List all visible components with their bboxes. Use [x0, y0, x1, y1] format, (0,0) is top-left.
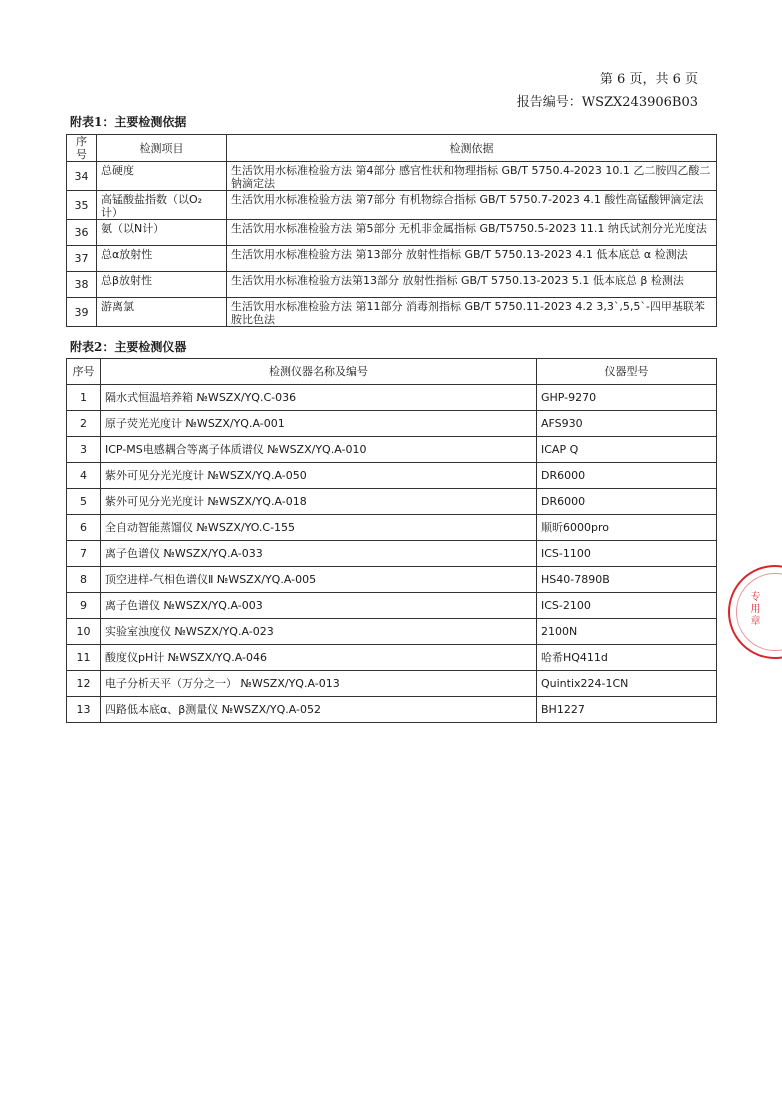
stamp-text: 专用章 [748, 591, 759, 627]
instrument-name: 酸度仪pH计 №WSZX/YQ.A-046 [101, 645, 537, 671]
instrument-model: HS40-7890B [537, 567, 717, 593]
test-basis: 生活饮用水标准检验方法 第4部分 感官性状和物理指标 GB/T 5750.4-2023 10.1 乙二胺四乙酸二钠滴定法 [227, 162, 717, 191]
test-basis: 生活饮用水标准检验方法第13部分 放射性指标 GB/T 5750.13-2023 5.1 低本底总 β 检测法 [227, 272, 717, 298]
page-header [517, 68, 698, 114]
instrument-model: DR6000 [537, 489, 717, 515]
row-number: 6 [67, 515, 101, 541]
table-row [67, 162, 717, 191]
table-row [67, 298, 717, 327]
table-header-row [67, 359, 717, 385]
row-number: 13 [67, 697, 101, 723]
test-basis: 生活饮用水标准检验方法 第7部分 有机物综合指标 GB/T 5750.7-2023 4.1 酸性高锰酸钾滴定法 [227, 191, 717, 220]
row-number: 4 [67, 463, 101, 489]
instrument-model: ICAP Q [537, 437, 717, 463]
test-basis: 生活饮用水标准检验方法 第5部分 无机非金属指标 GB/T5750.5-2023 11.1 纳氏试剂分光光度法 [227, 220, 717, 246]
row-number: 38 [67, 272, 97, 298]
table-row [67, 593, 717, 619]
instrument-table [66, 358, 717, 723]
table-row [67, 246, 717, 272]
table-row [67, 515, 717, 541]
instrument-name: 离子色谱仪 №WSZX/YQ.A-003 [101, 593, 537, 619]
table-row [67, 697, 717, 723]
instrument-name: 紫外可见分光光度计 №WSZX/YQ.A-018 [101, 489, 537, 515]
instrument-model: ICS-1100 [537, 541, 717, 567]
table2-title: 附表2：主要检测仪器 [70, 340, 187, 354]
table-row [67, 489, 717, 515]
row-number: 37 [67, 246, 97, 272]
row-number: 11 [67, 645, 101, 671]
instrument-name: 顶空进样-气相色谱仪Ⅱ №WSZX/YQ.A-005 [101, 567, 537, 593]
instrument-model: 2100N [537, 619, 717, 645]
table-row [67, 272, 717, 298]
test-basis: 生活饮用水标准检验方法 第11部分 消毒剂指标 GB/T 5750.11-2023 4.2 3,3`,5,5`-四甲基联苯胺比色法 [227, 298, 717, 327]
header-item: 检测项目 [97, 135, 227, 162]
row-number: 39 [67, 298, 97, 327]
test-item: 总硬度 [97, 162, 227, 191]
table-header-row [67, 135, 717, 162]
test-item: 高锰酸盐指数（以O₂ 计） [97, 191, 227, 220]
table-row [67, 220, 717, 246]
table-row [67, 411, 717, 437]
row-number: 34 [67, 162, 97, 191]
test-item: 游离氯 [97, 298, 227, 327]
instrument-model: GHP-9270 [537, 385, 717, 411]
instrument-model: 哈希HQ411d [537, 645, 717, 671]
instrument-name: ICP-MS电感耦合等离子体质谱仪 №WSZX/YQ.A-010 [101, 437, 537, 463]
row-number: 10 [67, 619, 101, 645]
instrument-model: BH1227 [537, 697, 717, 723]
header-no: 序号 [67, 135, 97, 162]
row-number: 9 [67, 593, 101, 619]
test-item: 氨（以N计） [97, 220, 227, 246]
table-row [67, 541, 717, 567]
report-number: 报告编号：WSZX243906B03 [516, 95, 698, 110]
instrument-name: 离子色谱仪 №WSZX/YQ.A-033 [101, 541, 537, 567]
row-number: 35 [67, 191, 97, 220]
header-model: 仪器型号 [537, 359, 717, 385]
instrument-model: ICS-2100 [537, 593, 717, 619]
page-info: 第 6 页，共 6 页 [599, 72, 698, 87]
row-number: 7 [67, 541, 101, 567]
table-row [67, 567, 717, 593]
table-row [67, 619, 717, 645]
row-number: 3 [67, 437, 101, 463]
instrument-model: Quintix224-1CN [537, 671, 717, 697]
row-number: 36 [67, 220, 97, 246]
header-no: 序号 [67, 359, 101, 385]
table-row [67, 385, 717, 411]
test-basis: 生活饮用水标准检验方法 第13部分 放射性指标 GB/T 5750.13-2023 4.1 低本底总 α 检测法 [227, 246, 717, 272]
instrument-name: 紫外可见分光光度计 №WSZX/YQ.A-050 [101, 463, 537, 489]
table-row [67, 191, 717, 220]
table-row [67, 463, 717, 489]
instrument-model: DR6000 [537, 463, 717, 489]
header-name: 检测仪器名称及编号 [101, 359, 537, 385]
instrument-name: 实验室浊度仪 №WSZX/YQ.A-023 [101, 619, 537, 645]
official-stamp [728, 565, 782, 659]
row-number: 8 [67, 567, 101, 593]
instrument-name: 电子分析天平（万分之一） №WSZX/YQ.A-013 [101, 671, 537, 697]
table-row [67, 671, 717, 697]
table-row [67, 645, 717, 671]
row-number: 5 [67, 489, 101, 515]
table1-title: 附表1：主要检测依据 [70, 115, 187, 129]
header-basis: 检测依据 [227, 135, 717, 162]
instrument-name: 全自动智能蒸馏仪 №WSZX/YO.C-155 [101, 515, 537, 541]
test-item: 总α放射性 [97, 246, 227, 272]
instrument-name: 四路低本底α、β测量仪 №WSZX/YQ.A-052 [101, 697, 537, 723]
testing-basis-table [66, 134, 717, 327]
instrument-model: 顺昕6000pro [537, 515, 717, 541]
instrument-model: AFS930 [537, 411, 717, 437]
row-number: 2 [67, 411, 101, 437]
instrument-name: 隔水式恒温培养箱 №WSZX/YQ.C-036 [101, 385, 537, 411]
instrument-name: 原子荧光光度计 №WSZX/YQ.A-001 [101, 411, 537, 437]
row-number: 12 [67, 671, 101, 697]
table-row [67, 437, 717, 463]
row-number: 1 [67, 385, 101, 411]
test-item: 总β放射性 [97, 272, 227, 298]
